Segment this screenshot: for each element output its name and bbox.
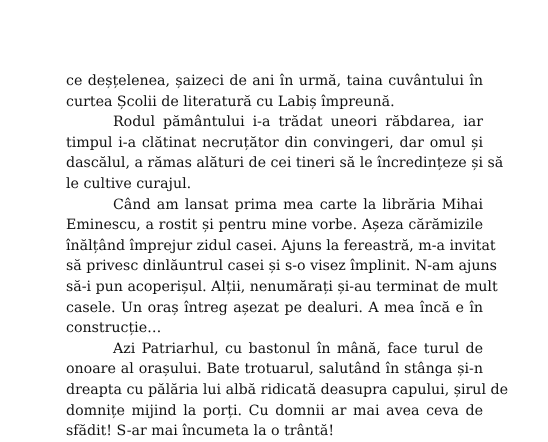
text-line: ce deșțelenea, șaizeci de ani în urmă, taina cuvântului în: [66, 73, 483, 89]
text-line: le cultive curajul.: [66, 175, 192, 192]
text-line: Azi Patriarhul, cu bastonul în mână, face turul de: [113, 340, 483, 357]
text-line: onoare al orașului. Bate trotuarul, salutând în stânga și-n: [66, 361, 483, 378]
text-line: Când am lansat prima mea carte la librăria Mihai: [113, 196, 483, 213]
paragraph: [66, 339, 508, 442]
text-line: timpul i-a clătinat necruțător din convingeri, dar omul și: [66, 134, 483, 151]
text-line: sfădit! S-ar mai încumeta la o trântă!: [66, 423, 335, 440]
text-line: să-i pun acoperișul. Alții, nenumărați și-au terminat de mult: [66, 278, 498, 295]
text-line: Eminescu, a rostit și pentru mine vorbe. Așeza cărămizile: [66, 217, 483, 234]
paragraph: [66, 112, 504, 194]
paragraph: [66, 71, 483, 112]
paragraph: [66, 195, 498, 339]
text-line: casele. Un oraș întreg așezat pe dealuri. A mea încă e în: [66, 299, 483, 316]
text-line: să privesc dinlăuntrul casei și s-o visez împlinit. N-am ajuns: [66, 258, 497, 275]
text-line: Rodul pământului i-a trădat uneori răbdarea, iar: [113, 114, 483, 131]
text-line: înălțând împrejur zidul casei. Ajuns la fereastră, m-a invitat: [66, 237, 496, 254]
text-line: domnițe mijind la porți. Cu domnii ar mai avea ceva de: [66, 402, 483, 419]
text-line: dascălul, a rămas alături de cei tineri să le încredințeze și să: [66, 155, 504, 172]
document-page: [66, 71, 508, 442]
text-line: construcție…: [66, 320, 162, 337]
text-line: curtea Școlii de literatură cu Labiș împreună.: [66, 93, 395, 110]
text-line: dreapta cu pălăria lui albă ridicată deasupra capului, șirul de: [66, 381, 508, 398]
